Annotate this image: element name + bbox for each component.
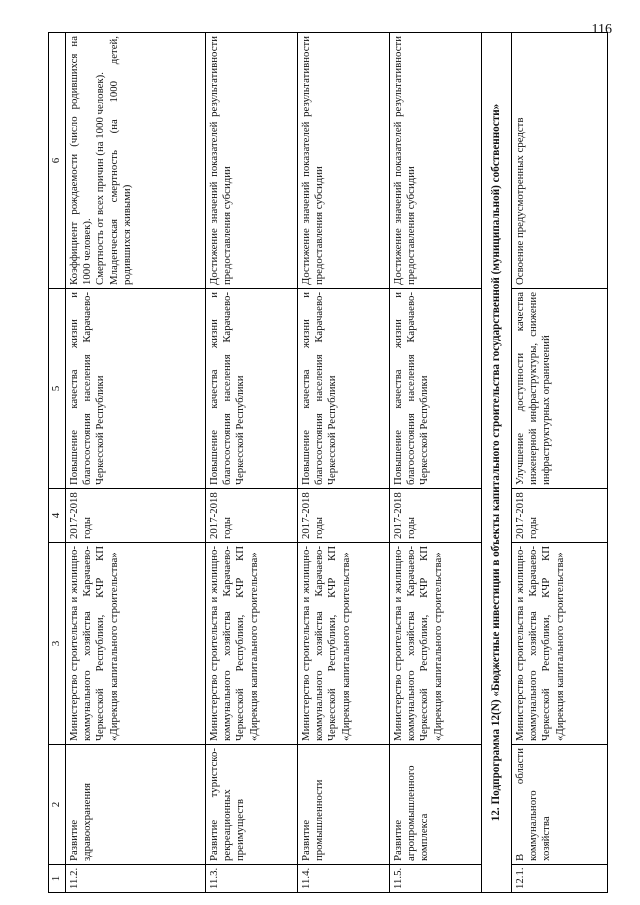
row-executor: Министерство строительства и жилищно-коммунального хозяйства Карачаево-Черкесской Республики, КЧР КП «Дирекция капитального строительства» (512, 543, 608, 745)
row-number: 12.1. (512, 865, 608, 893)
page-number: 116 (591, 22, 612, 37)
table-row (512, 33, 608, 893)
row-executor: Министерство строительства и жилищно-коммунального хозяйства Карачаево-Черкесской Республики, КЧР КП «Дирекция капитального строительства» (390, 543, 482, 745)
table-row (206, 33, 298, 893)
row-period: 2017-2018 годы (206, 489, 298, 543)
row-number: 11.2. (66, 865, 206, 893)
program-table (48, 32, 608, 893)
header-row (49, 33, 66, 893)
row-number: 11.5. (390, 865, 482, 893)
indicator-line: Достижение значений показателей результативности предоставления субсидии (392, 36, 418, 285)
row-result: Повышение качества жизни и благосостояния населения Карачаево-Черкесской Республики (206, 289, 298, 489)
row-indicators (66, 33, 206, 289)
row-period: 2017-2018 годы (512, 489, 608, 543)
row-name: Развитие промышленности (298, 745, 390, 865)
row-indicators (390, 33, 482, 289)
rotated-table-container (48, 33, 608, 893)
header-cell: 2 (49, 745, 66, 865)
row-result: Повышение качества жизни и благосостояния населения Карачаево-Черкесской Республики (390, 289, 482, 489)
row-number: 11.3. (206, 865, 298, 893)
header-cell: 6 (49, 33, 66, 289)
indicator-line: Коэффициент рождаемости (число родившихся на 1000 человек). (68, 36, 94, 285)
row-result: Повышение качества жизни и благосостояния населения Карачаево-Черкесской Республики (298, 289, 390, 489)
section-title: 12. Подпрограмма 12(N) «Бюджетные инвестиции в объекты капитального строительства государственной (муниципальной) собственности» (482, 33, 512, 893)
indicator-line: Освоение предусмотренных средств (514, 117, 526, 285)
row-executor: Министерство строительства и жилищно-коммунального хозяйства Карачаево-Черкесской Республики, КЧР КП «Дирекция капитального строительства» (66, 543, 206, 745)
header-cell: 4 (49, 489, 66, 543)
row-name: Развитие агропромышленного комплекса (390, 745, 482, 865)
indicator-line: Младенческая смертность (на 1000 детей, родившихся живыми) (107, 36, 133, 285)
row-executor: Министерство строительства и жилищно-коммунального хозяйства Карачаево-Черкесской Республики, КЧР КП «Дирекция капитального строительства» (206, 543, 298, 745)
row-result: Повышение качества жизни и благосостояния населения Карачаево-Черкесской Республики (66, 289, 206, 489)
row-name: В области коммунального хозяйства (512, 745, 608, 865)
row-indicators (298, 33, 390, 289)
section-row (482, 33, 512, 893)
row-name: Развитие здравоохранения (66, 745, 206, 865)
row-result: Улучшение доступности качества инженерной инфраструктуры, снижение инфраструктурных ограничений (512, 289, 608, 489)
indicator-line: Смертность от всех причин (на 1000 человек). (94, 72, 107, 285)
row-executor: Министерство строительства и жилищно-коммунального хозяйства Карачаево-Черкесской Республики, КЧР КП «Дирекция капитального строительства» (298, 543, 390, 745)
table-row (390, 33, 482, 893)
row-period: 2017-2018 годы (390, 489, 482, 543)
indicator-line: Достижение значений показателей результативности предоставления субсидии (208, 36, 234, 285)
row-number: 11.4. (298, 865, 390, 893)
table-row (66, 33, 206, 893)
row-name: Развитие туристско-рекреационных преимуществ (206, 745, 298, 865)
table-row (298, 33, 390, 893)
row-indicators (512, 33, 608, 289)
header-cell: 1 (49, 865, 66, 893)
row-indicators (206, 33, 298, 289)
header-cell: 3 (49, 543, 66, 745)
indicator-line: Достижение значений показателей результативности предоставления субсидии (300, 36, 326, 285)
row-period: 2017-2018 годы (298, 489, 390, 543)
row-period: 2017-2018 годы (66, 489, 206, 543)
header-cell: 5 (49, 289, 66, 489)
